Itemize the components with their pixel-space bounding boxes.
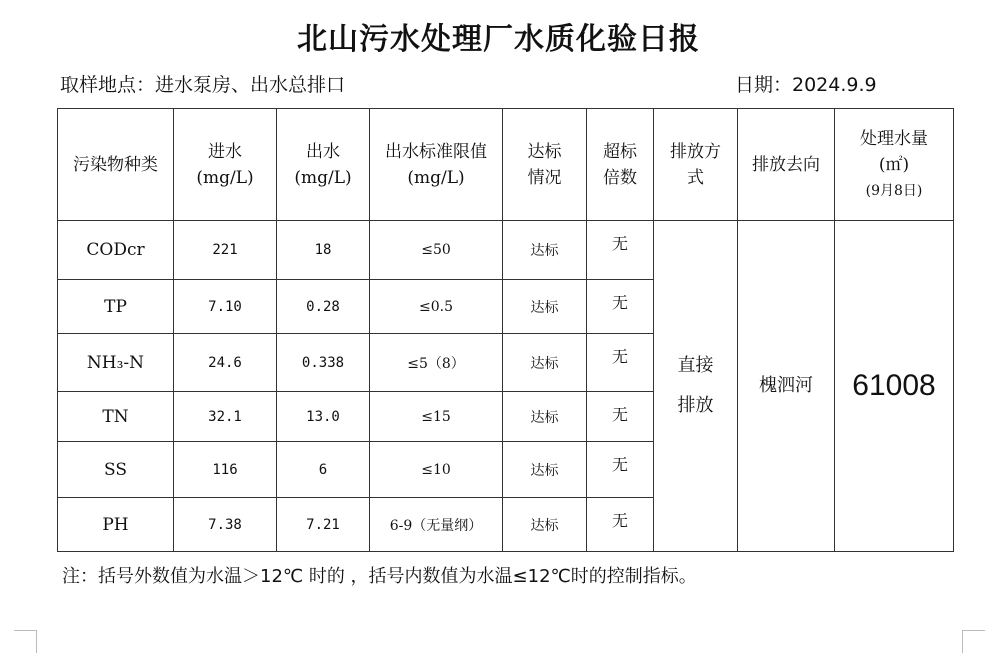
exceed-multiple: 无 — [587, 221, 654, 280]
compliance-status: 达标 — [503, 221, 587, 280]
limit-value: ≤0.5 — [370, 280, 503, 334]
limit-value: ≤50 — [370, 221, 503, 280]
header-pollutant: 污染物种类 — [58, 109, 174, 221]
compliance-status: 达标 — [503, 498, 587, 552]
limit-value: 6-9（无量纲） — [370, 498, 503, 552]
header-exceed: 超标 倍数 — [587, 109, 654, 221]
limit-value: ≤15 — [370, 392, 503, 442]
header-discharge-to: 排放去向 — [738, 109, 835, 221]
compliance-status: 达标 — [503, 442, 587, 498]
outflow-value: 0.338 — [277, 334, 370, 392]
header-discharge-mode: 排放方 式 — [654, 109, 738, 221]
exceed-multiple: 无 — [587, 498, 654, 552]
discharge-destination: 槐泗河 — [738, 221, 835, 552]
treated-volume: 61008 — [835, 221, 954, 552]
outflow-value: 0.28 — [277, 280, 370, 334]
outflow-value: 7.21 — [277, 498, 370, 552]
outflow-value: 18 — [277, 221, 370, 280]
pollutant-name: CODcr — [58, 221, 174, 280]
limit-value: ≤5（8） — [370, 334, 503, 392]
page-corner-mark-right — [962, 630, 985, 653]
pollutant-name: TP — [58, 280, 174, 334]
exceed-multiple: 无 — [587, 392, 654, 442]
inflow-value: 7.38 — [174, 498, 277, 552]
inflow-value: 24.6 — [174, 334, 277, 392]
water-quality-table — [57, 108, 954, 552]
inflow-value: 116 — [174, 442, 277, 498]
report-title: 北山污水处理厂水质化验日报 — [297, 22, 700, 57]
exceed-multiple: 无 — [587, 280, 654, 334]
footnote: 注：括号外数值为水温＞12℃ 时的 ，括号内数值为水温≤12℃时的控制指标。 — [62, 566, 697, 587]
header-limit: 出水标准限值 (mg/L) — [370, 109, 503, 221]
outflow-value: 6 — [277, 442, 370, 498]
exceed-multiple: 无 — [587, 442, 654, 498]
pollutant-name: NH₃-N — [58, 334, 174, 392]
header-compliance: 达标 情况 — [503, 109, 587, 221]
header-inflow: 进水 (mg/L) — [174, 109, 277, 221]
compliance-status: 达标 — [503, 334, 587, 392]
pollutant-name: PH — [58, 498, 174, 552]
header-outflow: 出水 (mg/L) — [277, 109, 370, 221]
pollutant-name: SS — [58, 442, 174, 498]
compliance-status: 达标 — [503, 280, 587, 334]
exceed-multiple: 无 — [587, 334, 654, 392]
limit-value: ≤10 — [370, 442, 503, 498]
header-volume: 处理水量 (㎡) (9月8日) — [835, 109, 954, 221]
sampling-location: 取样地点：进水泵房、出水总排口 — [60, 74, 346, 96]
inflow-value: 7.10 — [174, 280, 277, 334]
inflow-value: 32.1 — [174, 392, 277, 442]
inflow-value: 221 — [174, 221, 277, 280]
outflow-value: 13.0 — [277, 392, 370, 442]
report-date: 日期：2024.9.9 — [735, 74, 877, 96]
compliance-status: 达标 — [503, 392, 587, 442]
discharge-mode-cell: 直接 排放 — [654, 221, 738, 552]
table-header-row — [58, 109, 954, 221]
table-row — [58, 221, 954, 280]
page-corner-mark-left — [14, 630, 37, 653]
pollutant-name: TN — [58, 392, 174, 442]
